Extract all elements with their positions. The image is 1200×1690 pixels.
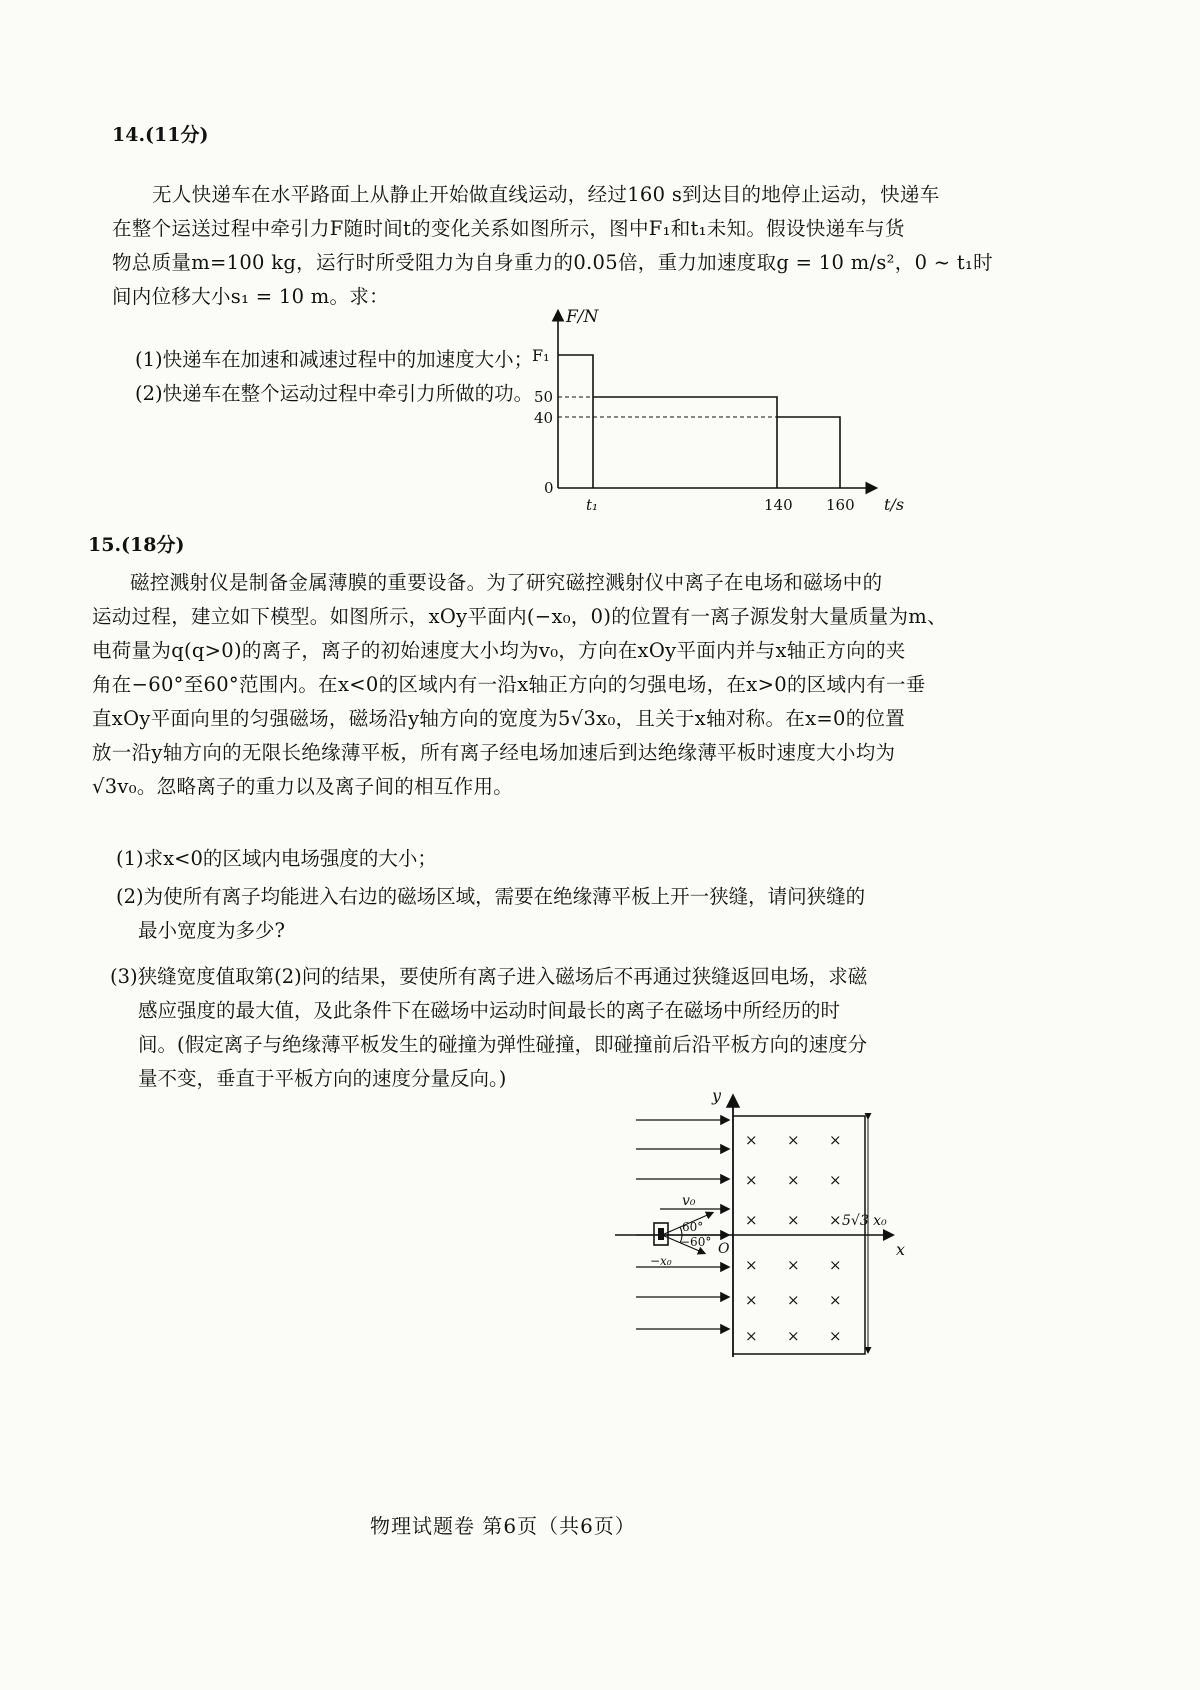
q15-line: 电荷量为q(q>0)的离子，离子的初始速度大小均为v₀，方向在xOy平面内并与x轴正方向的夹 <box>92 639 906 662</box>
q15-sub3-line: 感应强度的最大值，及此条件下在磁场中运动时间最长的离子在磁场中所经历的时 <box>138 999 841 1022</box>
force-step-line <box>777 417 840 488</box>
q15-line: 直xOy平面向里的匀强磁场，磁场沿y轴方向的宽度为5√3x₀，且关于x轴对称。在x=0的位置 <box>92 707 906 730</box>
q15-sub2-line: 最小宽度为多少? <box>138 919 285 942</box>
q14-stem-cont <box>112 212 993 314</box>
cross-mark: × <box>745 1171 758 1189</box>
cross-mark: × <box>787 1131 800 1149</box>
q15-stem <box>130 566 882 600</box>
q15-header: 15.(18分) <box>88 534 185 556</box>
cross-mark: × <box>787 1256 800 1274</box>
q15-line: √3v₀。忽略离子的重力以及离子间的相互作用。 <box>92 775 514 798</box>
force-step-line <box>593 397 777 488</box>
angle-down-label: −60° <box>680 1235 712 1249</box>
q14-line: 物总质量m=100 kg，运行时所受阻力为自身重力的0.05倍，重力加速度取g = 10 m/s²，0 ~ t₁时 <box>112 251 993 274</box>
force-time-graph <box>520 300 920 525</box>
x-tick-140: 140 <box>764 496 793 514</box>
magnetic-field-marks <box>745 1131 842 1345</box>
cross-mark: × <box>829 1171 842 1189</box>
cross-mark: × <box>745 1327 758 1345</box>
y-axis-label: y <box>712 1086 722 1105</box>
y-tick-40: 40 <box>534 409 554 427</box>
q15-sub2 <box>116 880 865 948</box>
f-axis-label: F/N <box>566 307 599 327</box>
q15-line: 角在−60°至60°范围内。在x<0的区域内有一沿x轴正方向的匀强电场，在x>0的区域内有一垂 <box>92 673 926 696</box>
q14-header: 14.(11分) <box>112 124 209 146</box>
source-label: −x₀ <box>650 1254 672 1268</box>
t-axis-label: t/s <box>884 495 905 514</box>
cross-mark: × <box>745 1211 758 1229</box>
cross-mark: × <box>745 1131 758 1149</box>
cross-mark: × <box>829 1256 842 1274</box>
cross-mark: × <box>787 1211 800 1229</box>
q14-sub1: (1)快递车在加速和减速过程中的加速度大小； <box>135 348 534 371</box>
q15-sub3-line: 量不变，垂直于平板方向的速度分量反向。) <box>138 1067 507 1090</box>
q15-line: 运动过程，建立如下模型。如图所示，xOy平面内(−x₀，0)的位置有一离子源发射大量质量为m、 <box>92 605 947 628</box>
q15-stem-cont <box>92 600 947 804</box>
q15-sub3-line: (3)狭缝宽度值取第(2)问的结果，要使所有离子进入磁场后不再通过狭缝返回电场，求磁 <box>110 965 868 988</box>
cross-mark: × <box>787 1327 800 1345</box>
y-tick-f1: F₁ <box>532 346 550 365</box>
cross-mark: × <box>745 1291 758 1309</box>
y-tick-0: 0 <box>544 479 554 497</box>
q15-sub3 <box>110 960 867 1096</box>
width-label: 5√3 x₀ <box>842 1213 887 1229</box>
q15-line: 磁控溅射仪是制备金属薄膜的重要设备。为了研究磁控溅射仪中离子在电场和磁场中的 <box>130 571 883 594</box>
x-tick-160: 160 <box>826 496 855 514</box>
y-tick-50: 50 <box>534 388 554 406</box>
cross-mark: × <box>787 1291 800 1309</box>
angle-up-label: 60° <box>682 1220 704 1234</box>
q15-sub3-line: 间。(假定离子与绝缘薄平板发生的碰撞为弹性碰撞，即碰撞前后沿平板方向的速度分 <box>138 1033 868 1056</box>
q14-sub2: (2)快递车在整个运动过程中牵引力所做的功。 <box>135 382 534 405</box>
q15-line: 放一沿y轴方向的无限长绝缘薄平板，所有离子经电场加速后到达绝缘薄平板时速度大小均为 <box>92 741 896 764</box>
cross-mark: × <box>829 1291 842 1309</box>
cross-mark: × <box>745 1256 758 1274</box>
q15-sub2-line: (2)为使所有离子均能进入右边的磁场区域，需要在绝缘薄平板上开一狭缝，请问狭缝的 <box>116 885 866 908</box>
q15-sub1: (1)求x<0的区域内电场强度的大小； <box>116 847 437 870</box>
q14-line: 间内位移大小s₁ = 10 m。求： <box>112 285 389 308</box>
force-step-line <box>558 355 593 488</box>
field-diagram <box>600 1085 930 1370</box>
cross-mark: × <box>829 1131 842 1149</box>
cross-mark: × <box>829 1211 842 1229</box>
cross-mark: × <box>829 1327 842 1345</box>
origin-label: O <box>718 1241 730 1257</box>
x-axis-label: x <box>896 1240 906 1259</box>
x-tick-t1: t₁ <box>586 496 599 514</box>
q14-line: 在整个运送过程中牵引力F随时间t的变化关系如图所示，图中F₁和t₁未知。假设快递车与货 <box>112 217 905 240</box>
v0-label: v₀ <box>682 1193 696 1209</box>
cross-mark: × <box>787 1171 800 1189</box>
q14-stem <box>152 178 940 212</box>
q14-line: 无人快递车在水平路面上从静止开始做直线运动，经过160 s到达目的地停止运动，快递车 <box>152 183 940 206</box>
page-footer: 物理试题卷 第6页（共6页） <box>370 1514 636 1538</box>
